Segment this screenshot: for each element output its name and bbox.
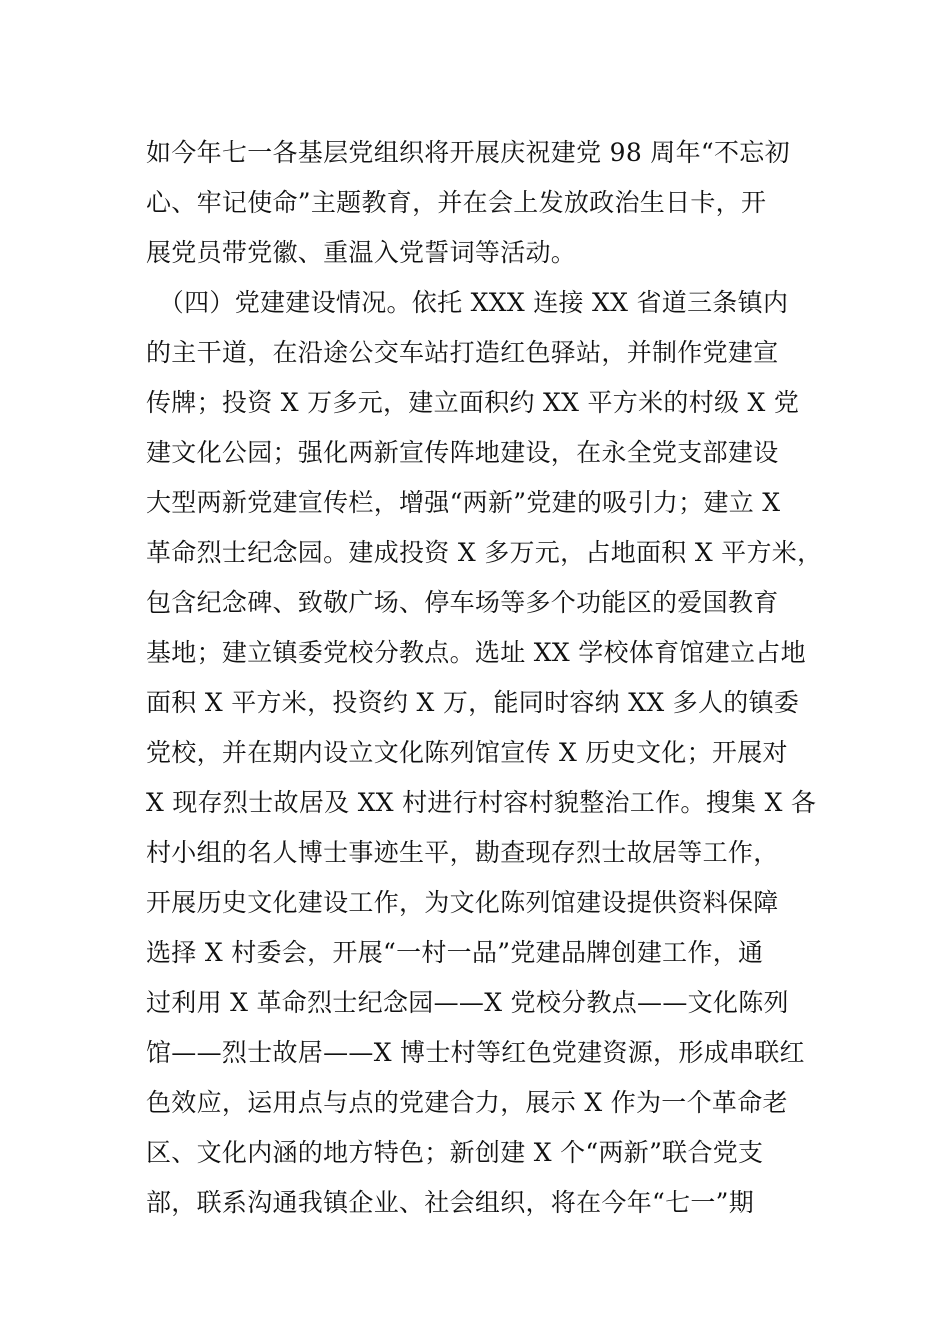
text-line-13: 党校，并在期内设立文化陈列馆宣传 X 历史文化；开展对 bbox=[146, 738, 788, 767]
text-line-1: 如今年七一各基层党组织将开展庆祝建党 98 周年“不忘初 bbox=[146, 138, 790, 167]
text-line-8: 大型两新党建宣传栏，增强“两新”党建的吸引力；建立 X bbox=[146, 488, 781, 517]
text-line-15: 村小组的名人博士事迹生平，勘查现存烈士故居等工作， bbox=[146, 838, 779, 867]
text-line-6: 传牌；投资 X 万多元，建立面积约 XX 平方米的村级 X 党 bbox=[146, 388, 800, 417]
text-line-10: 包含纪念碑、致敬广场、停车场等多个功能区的爱国教育 bbox=[146, 588, 779, 617]
text-line-16: 开展历史文化建设工作，为文化陈列馆建设提供资料保障 bbox=[146, 888, 779, 917]
text-line-12: 面积 X 平方米，投资约 X 万，能同时容纳 XX 多人的镇委 bbox=[146, 688, 800, 717]
text-line-19: 馆——烈士故居——X 博士村等红色党建资源，形成串联红 bbox=[146, 1038, 805, 1067]
text-line-7: 建文化公园；强化两新宣传阵地建设，在永全党支部建设 bbox=[146, 438, 779, 467]
text-line-5: 的主干道，在沿途公交车站打造红色驿站，并制作党建宣 bbox=[146, 338, 779, 367]
text-line-21: 区、文化内涵的地方特色；新创建 X 个“两新”联合党支 bbox=[146, 1138, 764, 1167]
text-line-11: 基地；建立镇委党校分教点。选址 XX 学校体育馆建立占地 bbox=[146, 638, 806, 667]
text-line-20: 色效应，运用点与点的党建合力，展示 X 作为一个革命老 bbox=[146, 1088, 788, 1117]
text-line-9: 革命烈士纪念园。建成投资 X 多万元，占地面积 X 平方米， bbox=[146, 538, 823, 567]
text-line-2: 心、牢记使命”主题教育，并在会上发放政治生日卡，开 bbox=[146, 188, 767, 217]
text-line-4: （四）党建建设情况。依托 XXX 连接 XX 省道三条镇内 bbox=[146, 288, 789, 317]
text-line-22: 部，联系沟通我镇企业、社会组织，将在今年“七一”期 bbox=[146, 1188, 755, 1217]
text-line-3: 展党员带党徽、重温入党誓词等活动。 bbox=[146, 238, 577, 267]
body-text bbox=[146, 128, 836, 1228]
text-line-14: X 现存烈士故居及 XX 村进行村容村貌整治工作。搜集 X 各 bbox=[146, 788, 817, 817]
text-line-17: 选择 X 村委会，开展“一村一品”党建品牌创建工作，通 bbox=[146, 938, 764, 967]
text-line-18: 过利用 X 革命烈士纪念园——X 党校分教点——文化陈列 bbox=[146, 988, 789, 1017]
